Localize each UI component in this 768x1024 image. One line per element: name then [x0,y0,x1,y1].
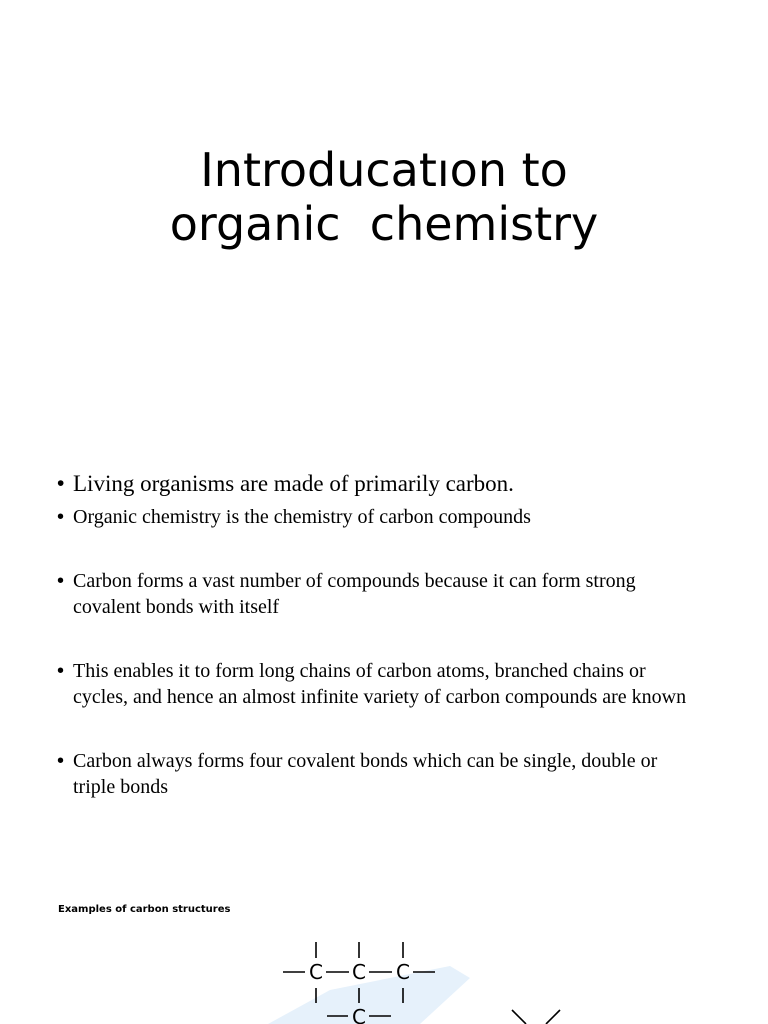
bullet-icon: • [57,570,65,592]
bond-line [546,1010,560,1024]
title-line-1: Introducatıon to [200,142,568,197]
bullet-icon: • [57,660,65,682]
bullet-text: Organic chemistry is the chemistry of carbon compounds [73,506,531,528]
bond-line [512,1010,526,1024]
bullet-icon: • [57,506,65,528]
bullet-text: Carbon forms a vast number of compounds because it can form strong covalent bonds with itself [73,570,636,618]
carbon-atom-label: C [352,960,366,984]
carbon-atom-label: C [309,960,323,984]
bullet-text: Living organisms are made of primarily carbon. [73,471,514,496]
carbon-atom-label: C [396,960,410,984]
bullet-icon: • [57,750,65,772]
bullet-text: This enables it to form long chains of carbon atoms, branched chains or cycles, and hence an almost infinite variety of carbon compounds are known [73,660,687,708]
carbon-atom-label: C [352,1005,366,1024]
structures-caption: Examples of carbon structures [58,904,231,915]
title-line-2: organic chemistry [169,196,599,251]
bullet-text: Carbon always forms four covalent bonds which can be single, double or triple bonds [73,750,658,798]
bullet-icon: • [57,472,65,495]
